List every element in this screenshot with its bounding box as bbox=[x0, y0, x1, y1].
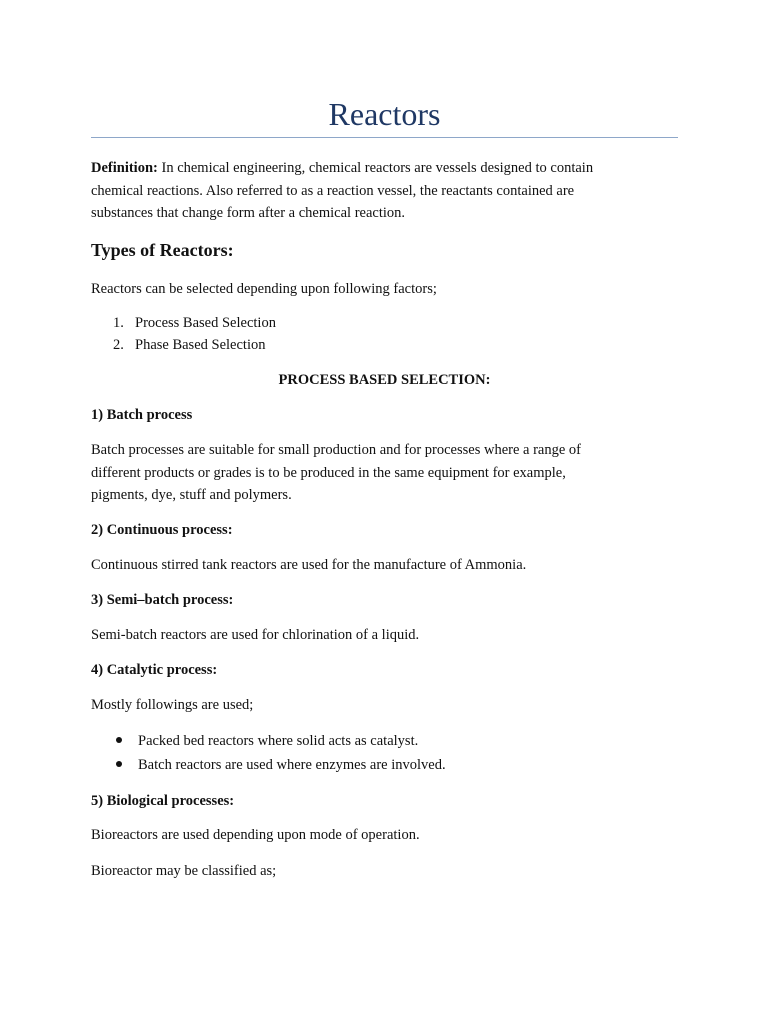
bullet-icon bbox=[116, 737, 122, 743]
list-marker: 1. bbox=[113, 315, 124, 331]
definition-paragraph bbox=[91, 157, 678, 225]
bullet-item bbox=[113, 754, 446, 776]
definition-label: Definition: bbox=[91, 160, 158, 176]
semibatch-text: Semi-batch reactors are used for chlorination of a liquid. bbox=[91, 627, 420, 643]
bullet-item bbox=[113, 730, 418, 752]
list-marker: 2. bbox=[113, 337, 124, 353]
batch-heading: 1) Batch process bbox=[91, 407, 193, 423]
biological-heading: 5) Biological processes: bbox=[91, 793, 235, 809]
semibatch-heading: 3) Semi–batch process: bbox=[91, 592, 234, 608]
biological-text1: Bioreactors are used depending upon mode of operation. bbox=[91, 827, 420, 843]
bullet-icon bbox=[116, 761, 122, 767]
batch-line2: different products or grades is to be produced in the same equipment for example, bbox=[91, 464, 566, 481]
list-item-text: Process Based Selection bbox=[135, 315, 276, 331]
title-underline bbox=[91, 137, 678, 138]
definition-text-line1: In chemical engineering, chemical reactors are vessels designed to contain bbox=[157, 160, 594, 176]
list-item bbox=[113, 334, 265, 356]
catalytic-heading: 4) Catalytic process: bbox=[91, 662, 218, 678]
catalytic-intro: Mostly followings are used; bbox=[91, 697, 254, 713]
process-based-heading: PROCESS BASED SELECTION: bbox=[278, 372, 491, 388]
batch-line1: Batch processes are suitable for small production and for processes where a range of bbox=[91, 442, 581, 458]
bullet-text: Packed bed reactors where solid acts as catalyst. bbox=[138, 733, 419, 749]
batch-line3: pigments, dye, stuff and polymers. bbox=[91, 487, 292, 503]
page-title: Reactors bbox=[328, 96, 441, 132]
batch-paragraph bbox=[91, 439, 678, 507]
biological-text2: Bioreactor may be classified as; bbox=[91, 863, 277, 879]
types-heading: Types of Reactors: bbox=[91, 240, 234, 260]
list-item-text: Phase Based Selection bbox=[135, 337, 266, 353]
continuous-text: Continuous stirred tank reactors are used for the manufacture of Ammonia. bbox=[91, 557, 527, 573]
list-item bbox=[113, 312, 276, 334]
continuous-heading: 2) Continuous process: bbox=[91, 522, 233, 538]
definition-text-line3: substances that change form after a chemical reaction. bbox=[91, 205, 406, 221]
types-intro: Reactors can be selected depending upon following factors; bbox=[91, 281, 437, 297]
bullet-text: Batch reactors are used where enzymes are involved. bbox=[138, 757, 446, 773]
definition-text-line2: chemical reactions. Also referred to as a reaction vessel, the reactants contained are bbox=[91, 182, 575, 199]
